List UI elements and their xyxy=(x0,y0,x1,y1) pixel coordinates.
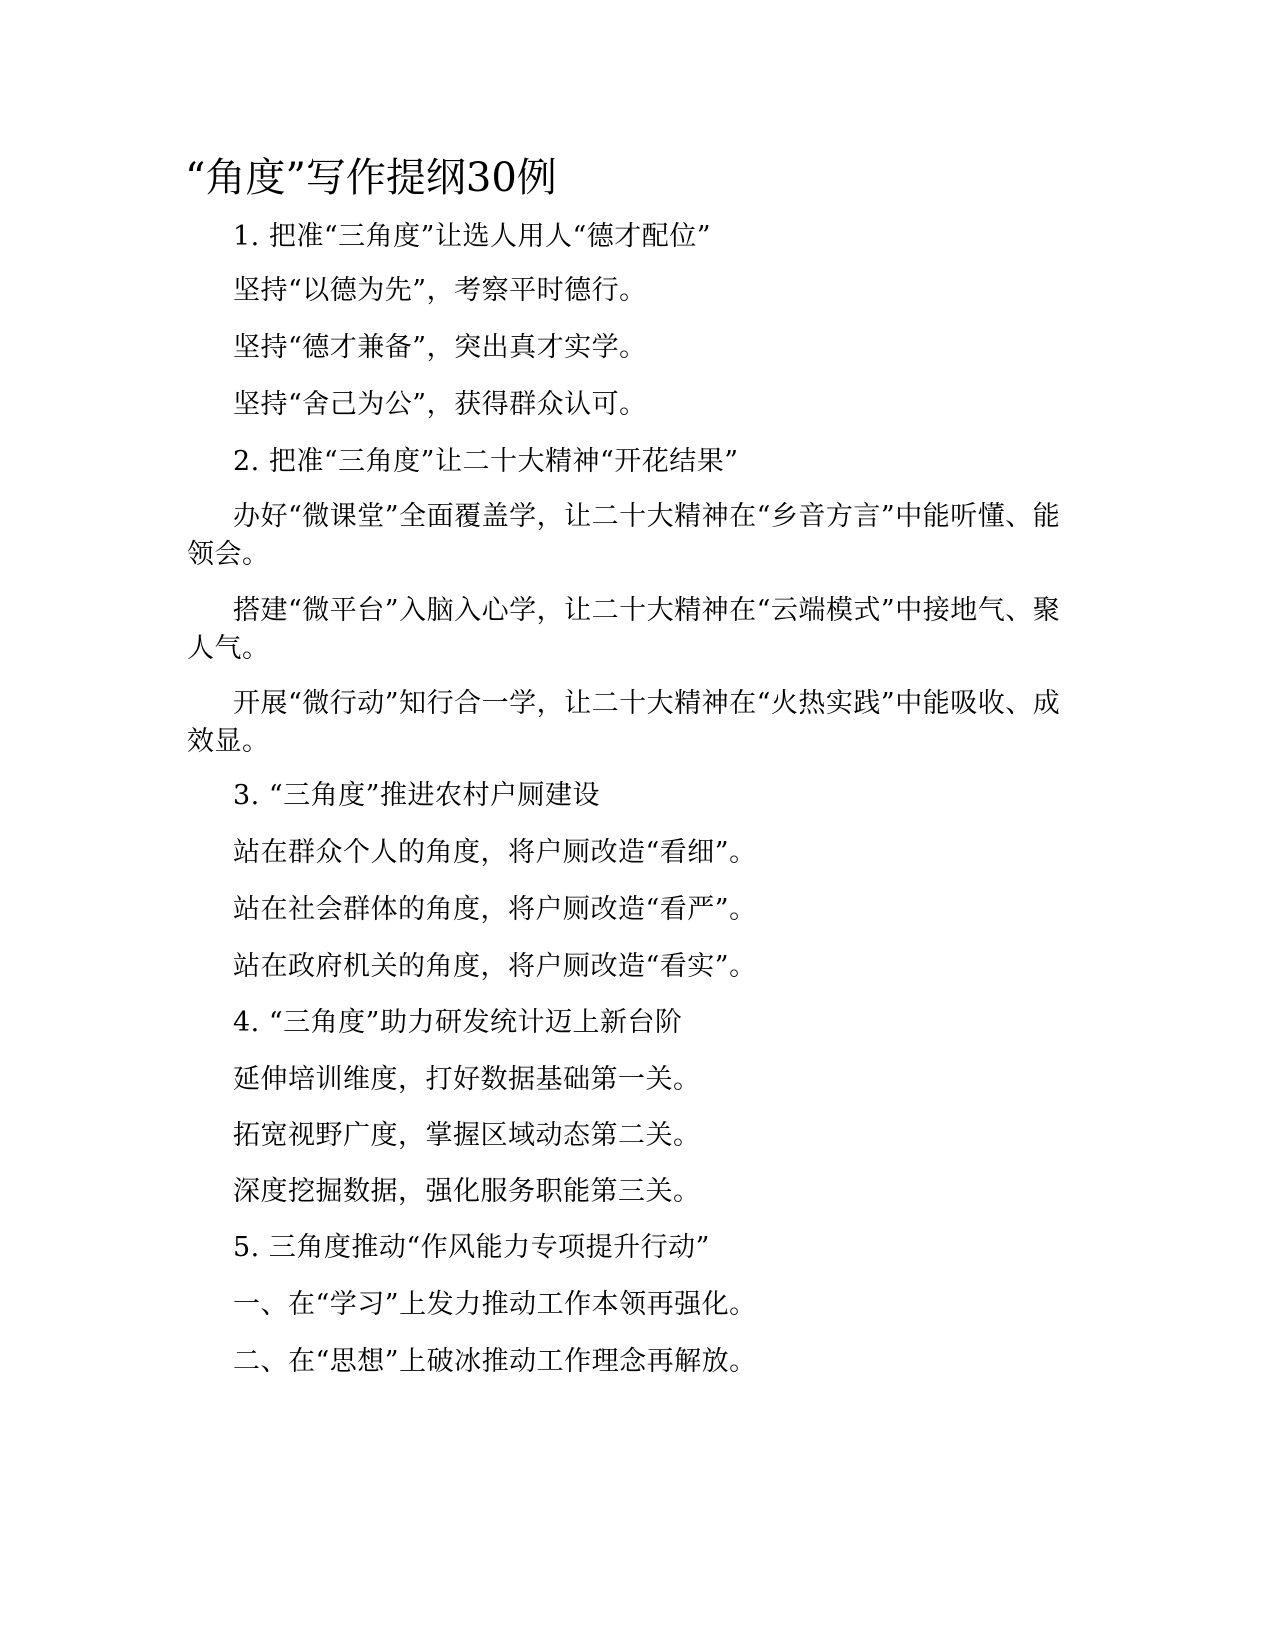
heading-item-1: 1. 把准“三角度”让选人用人“德才配位” xyxy=(233,221,712,252)
paragraph: 坚持“德才兼备”，突出真才实学。 xyxy=(233,332,647,363)
paragraph: 搭建“微平台”入脑入心学，让二十大精神在“云端模式”中接地气、聚人气。 xyxy=(187,595,1061,664)
paragraph: 办好“微课堂”全面覆盖学，让二十大精神在“乡音方言”中能听懂、能领会。 xyxy=(187,501,1061,570)
heading-item-4: 4. “三角度”助力研发统计迈上新台阶 xyxy=(233,1007,683,1038)
document-title: “角度”写作提纲30例 xyxy=(185,155,557,201)
paragraph: 站在群众个人的角度，将户厕改造“看细”。 xyxy=(233,837,757,868)
heading-item-2: 2. 把准“三角度”让二十大精神“开花结果” xyxy=(233,446,739,477)
heading-item-5: 5. 三角度推动“作风能力专项提升行动” xyxy=(233,1232,710,1263)
paragraph: 二、在“思想”上破冰推动工作理念再解放。 xyxy=(233,1346,757,1377)
paragraph: 坚持“以德为先”，考察平时德行。 xyxy=(233,275,647,306)
paragraph: 拓宽视野广度，掌握区域动态第二关。 xyxy=(233,1120,701,1151)
paragraph: 深度挖掘数据，强化服务职能第三关。 xyxy=(233,1176,701,1207)
paragraph: 站在政府机关的角度，将户厕改造“看实”。 xyxy=(233,951,757,982)
paragraph: 开展“微行动”知行合一学，让二十大精神在“火热实践”中能吸收、成效显。 xyxy=(187,688,1061,757)
paragraph: 站在社会群体的角度，将户厕改造“看严”。 xyxy=(233,894,757,925)
paragraph: 一、在“学习”上发力推动工作本领再强化。 xyxy=(233,1289,757,1320)
heading-item-3: 3. “三角度”推进农村户厕建设 xyxy=(233,780,600,811)
paragraph: 延伸培训维度，打好数据基础第一关。 xyxy=(233,1064,701,1095)
paragraph: 坚持“舍己为公”，获得群众认可。 xyxy=(233,389,647,420)
